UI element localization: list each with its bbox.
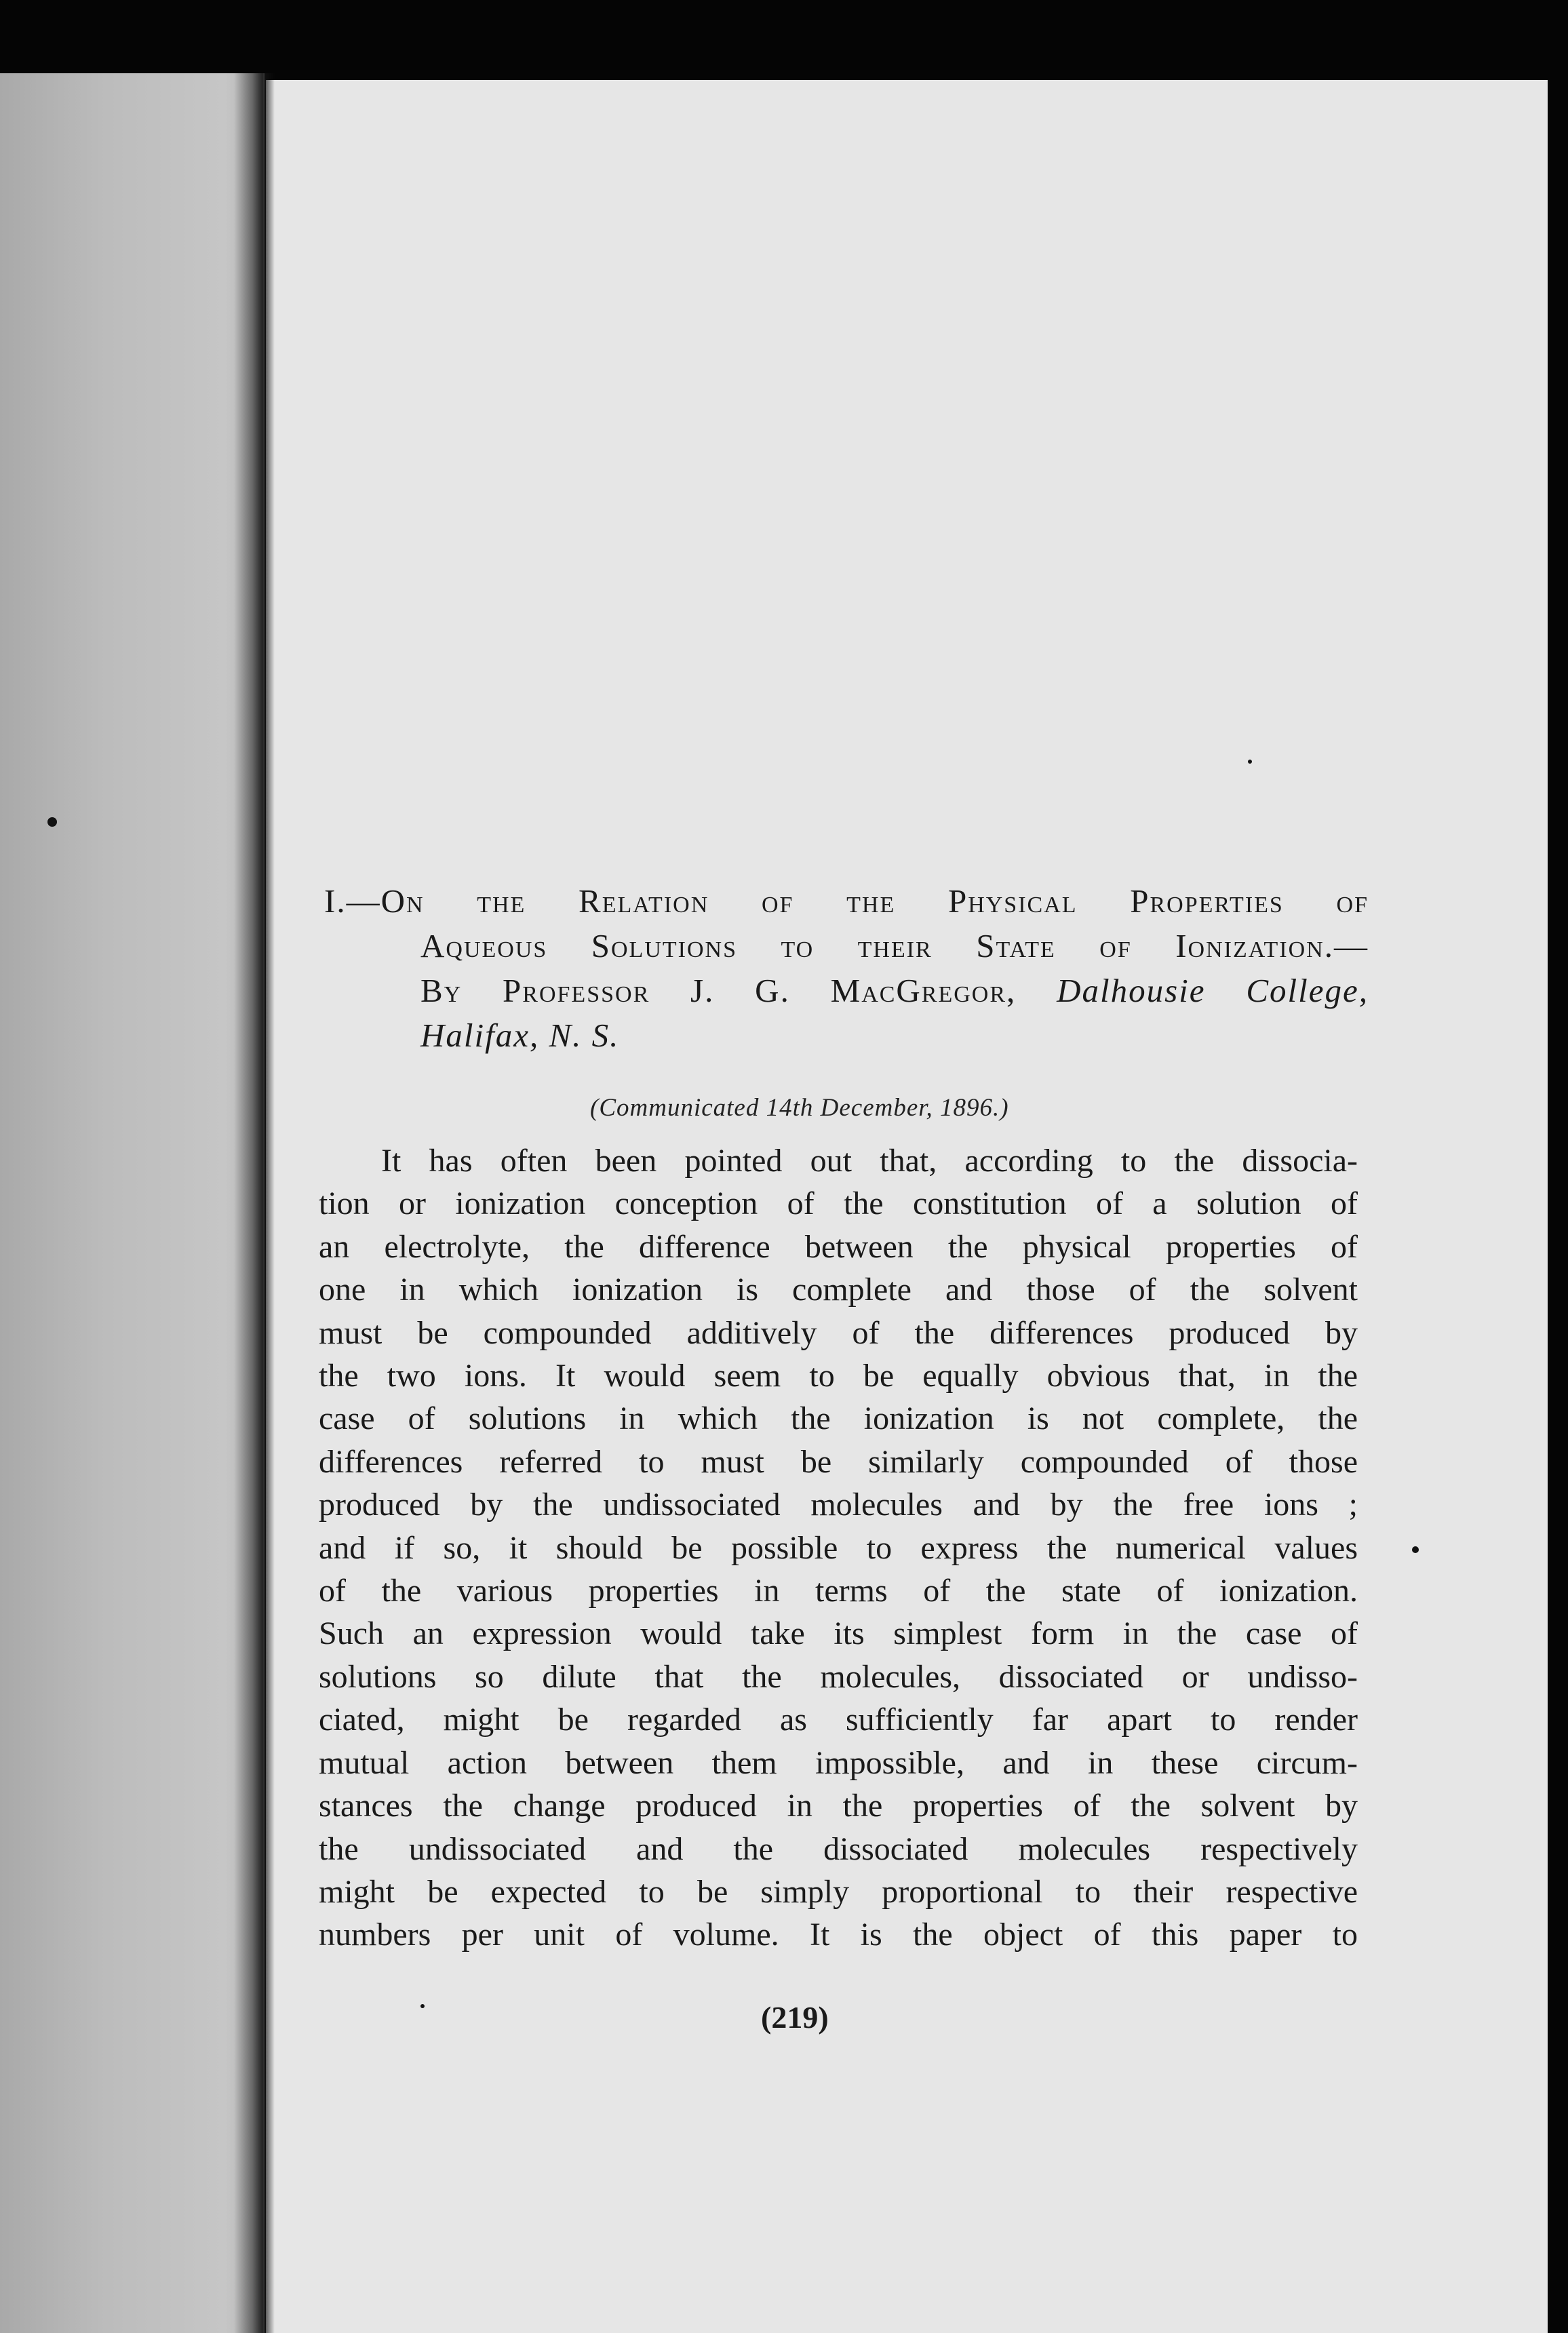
scan-speck — [420, 2004, 425, 2008]
body-line: tion or ionization conception of the constitution of a solution of — [319, 1185, 1358, 1222]
title-line-4: Halifax, N. S. — [420, 1017, 620, 1054]
body-line: numbers per unit of volume. It is the object of this paper to — [319, 1917, 1358, 1953]
body-line: of the various properties in terms of the state of ionization. — [319, 1573, 1358, 1609]
scan-speck — [1412, 1546, 1419, 1553]
body-line: differences referred to must be similarly compounded of those — [319, 1443, 1358, 1480]
scan-speck — [1248, 760, 1252, 764]
title-line-3: By Professor J. G. MacGregor, Dalhousie College, — [420, 972, 1369, 1009]
binding-torn-edge — [234, 73, 275, 2333]
body-line: the two ions. It would seem to be equally obvious that, in the — [319, 1358, 1358, 1394]
body-line: might be expected to be simply proportional to their respective — [319, 1873, 1358, 1910]
body-line: case of solutions in which the ionization is not complete, the — [319, 1400, 1358, 1437]
title-line-2: Aqueous Solutions to their State of Ionization.— — [420, 927, 1369, 964]
article-title — [324, 879, 1369, 1058]
body-line: produced by the undissociated molecules and by the free ions ; — [319, 1487, 1358, 1523]
page-number: (219) — [761, 2000, 829, 2035]
scan-right-border — [1548, 0, 1568, 2333]
body-line: must be compounded additively of the differences produced by — [319, 1314, 1358, 1351]
body-line: ciated, might be regarded as sufficiently far apart to render — [319, 1702, 1358, 1738]
body-line: solutions so dilute that the molecules, dissociated or undisso- — [319, 1658, 1358, 1695]
body-line: one in which ionization is complete and those of the solvent — [319, 1272, 1358, 1308]
title-line-1: I.—On the Relation of the Physical Properties of — [324, 882, 1369, 920]
body-line: and if so, it should be possible to express the numerical values — [319, 1529, 1358, 1566]
body-paragraph — [319, 1139, 1358, 1957]
body-line: mutual action between them impossible, and in these circum- — [319, 1744, 1358, 1781]
body-line: an electrolyte, the difference between the physical properties of — [319, 1228, 1358, 1265]
scan-speck — [47, 817, 57, 827]
book-binding-strip — [0, 73, 264, 2333]
body-line: Such an expression would take its simplest form in the case of — [319, 1615, 1358, 1652]
body-line: stances the change produced in the properties of the solvent by — [319, 1788, 1358, 1824]
communicated-date: (Communicated 14th December, 1896.) — [590, 1094, 1009, 1122]
body-line: the undissociated and the dissociated molecules respectively — [319, 1830, 1358, 1867]
body-line: It has often been pointed out that, according to the dissocia- — [381, 1143, 1358, 1179]
